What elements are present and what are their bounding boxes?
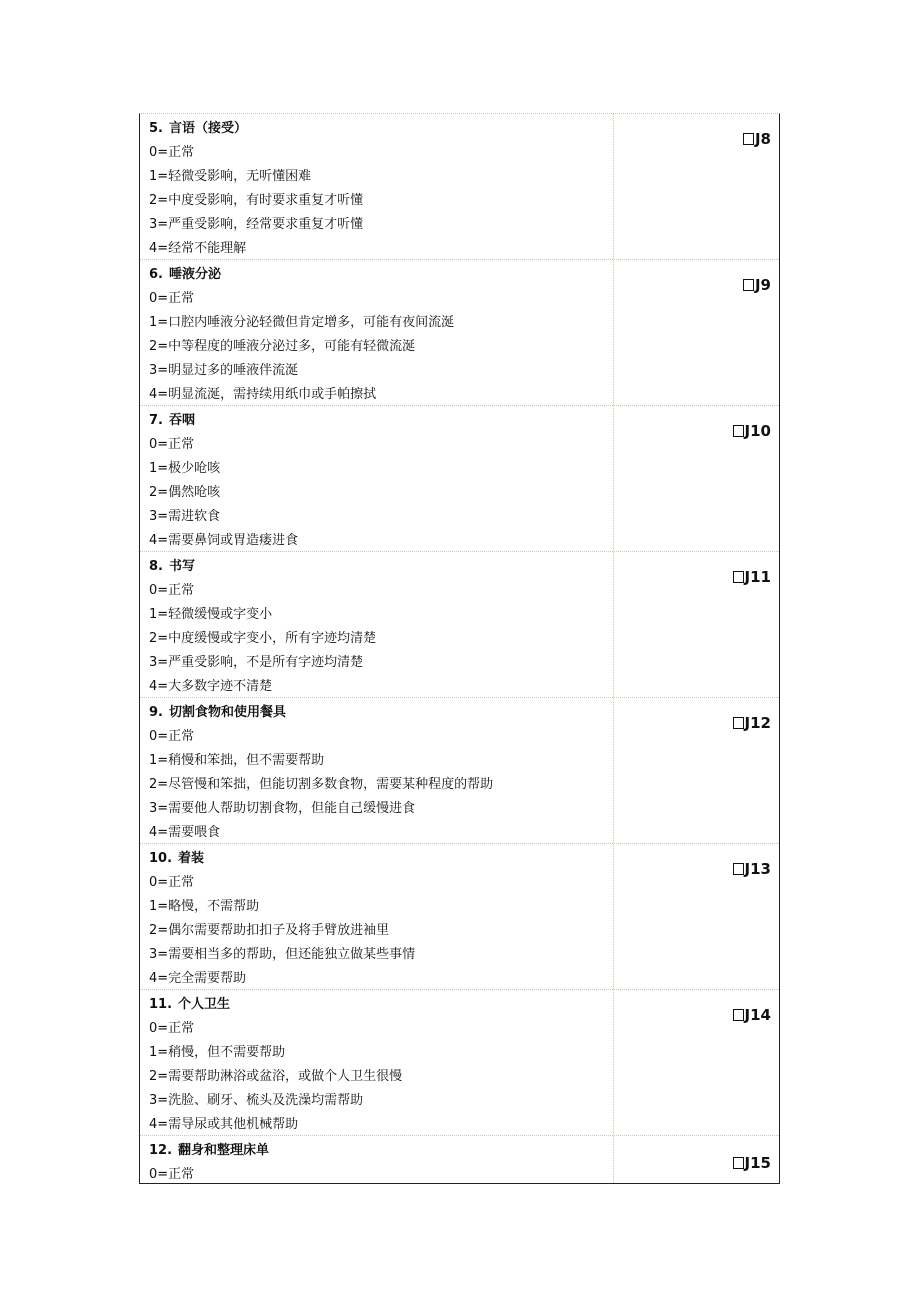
option-1: 1=稍慢和笨拙，但不需要帮助	[149, 753, 325, 768]
score-cell	[614, 114, 779, 259]
checkbox-icon[interactable]	[733, 717, 744, 729]
option-3: 3=明显过多的唾液伴流涎	[149, 363, 299, 378]
option-4: 4=大多数字迹不清楚	[149, 679, 273, 694]
option-0: 0=正常	[149, 729, 195, 744]
field-code: J9	[754, 276, 771, 294]
option-2: 2=偶然呛咳	[149, 485, 221, 500]
item-title	[149, 1139, 613, 1163]
option-4: 4=完全需要帮助	[149, 971, 247, 986]
option-0: 0=正常	[149, 1167, 195, 1182]
option-0: 0=正常	[149, 583, 195, 598]
option-4: 4=明显流涎，需持续用纸巾或手帕擦拭	[149, 387, 377, 402]
option-1: 1=极少呛咳	[149, 461, 221, 476]
item-title-text: 翻身和整理床单	[178, 1143, 270, 1158]
field-code: J12	[744, 714, 771, 732]
form-row-6	[140, 260, 779, 406]
item-title-text: 个人卫生	[178, 997, 231, 1012]
item-title-text: 吞咽	[168, 413, 195, 428]
form-row-12	[140, 1136, 779, 1184]
option-4: 4=需要喂食	[149, 825, 221, 840]
score-cell	[614, 698, 779, 843]
field-code: J8	[754, 130, 771, 148]
option-2: 2=偶尔需要帮助扣扣子及将手臂放进袖里	[149, 923, 390, 938]
score-field	[743, 276, 771, 294]
item-number: 9.	[149, 705, 163, 720]
item-title	[149, 409, 613, 433]
score-field	[733, 1006, 771, 1024]
option-4: 4=需导尿或其他机械帮助	[149, 1117, 299, 1132]
item-title	[149, 117, 613, 141]
option-2: 2=中等程度的唾液分泌过多，可能有轻微流涎	[149, 339, 416, 354]
option-1: 1=轻微缓慢或字变小	[149, 607, 273, 622]
option-1: 1=口腔内唾液分泌轻微但肯定增多，可能有夜间流涎	[149, 315, 455, 330]
form-row-5	[140, 114, 779, 260]
option-2: 2=中度缓慢或字变小，所有字迹均清楚	[149, 631, 377, 646]
item-number: 6.	[149, 267, 163, 282]
score-field	[743, 130, 771, 148]
option-1: 1=稍慢，但不需要帮助	[149, 1045, 286, 1060]
field-code: J13	[744, 860, 771, 878]
item-cell	[140, 1136, 614, 1183]
score-field	[733, 422, 771, 440]
item-cell	[140, 260, 614, 405]
item-cell	[140, 990, 614, 1135]
checkbox-icon[interactable]	[733, 571, 744, 583]
option-1: 1=略慢，不需帮助	[149, 899, 260, 914]
item-number: 7.	[149, 413, 163, 428]
form-row-9	[140, 698, 779, 844]
item-title	[149, 263, 613, 287]
item-title-text: 着装	[178, 851, 205, 866]
option-0: 0=正常	[149, 437, 195, 452]
item-cell	[140, 698, 614, 843]
score-field	[733, 860, 771, 878]
form-row-10	[140, 844, 779, 990]
item-title	[149, 847, 613, 871]
item-number: 8.	[149, 559, 163, 574]
score-cell	[614, 1136, 779, 1183]
option-0: 0=正常	[149, 291, 195, 306]
item-number: 12.	[149, 1143, 173, 1158]
item-number: 5.	[149, 121, 163, 136]
option-0: 0=正常	[149, 145, 195, 160]
option-4: 4=经常不能理解	[149, 241, 247, 256]
item-title	[149, 993, 613, 1017]
option-0: 0=正常	[149, 1021, 195, 1036]
option-1: 1=轻微受影响，无听懂困难	[149, 169, 312, 184]
checkbox-icon[interactable]	[733, 1009, 744, 1021]
option-3: 3=严重受影响，不是所有字迹均清楚	[149, 655, 364, 670]
option-2: 2=尽管慢和笨拙，但能切割多数食物，需要某种程度的帮助	[149, 777, 494, 792]
field-code: J10	[744, 422, 771, 440]
checkbox-icon[interactable]	[733, 425, 744, 437]
option-4: 4=需要鼻饲或胃造瘘进食	[149, 533, 299, 548]
score-field	[733, 714, 771, 732]
item-title	[149, 701, 613, 725]
checkbox-icon[interactable]	[743, 133, 754, 145]
option-3: 3=需要相当多的帮助，但还能独立做某些事情	[149, 947, 416, 962]
option-0: 0=正常	[149, 875, 195, 890]
score-cell	[614, 844, 779, 989]
item-cell	[140, 844, 614, 989]
item-number: 11.	[149, 997, 173, 1012]
item-title-text: 唾液分泌	[168, 267, 221, 282]
option-3: 3=洗脸、刷牙、梳头及洗澡均需帮助	[149, 1093, 364, 1108]
option-2: 2=需要帮助淋浴或盆浴，或做个人卫生很慢	[149, 1069, 403, 1084]
option-3: 3=需进软食	[149, 509, 221, 524]
checkbox-icon[interactable]	[733, 1157, 744, 1169]
option-3: 3=需要他人帮助切割食物，但能自己缓慢进食	[149, 801, 416, 816]
score-cell	[614, 406, 779, 551]
item-title	[149, 555, 613, 579]
option-2: 2=中度受影响，有时要求重复才听懂	[149, 193, 364, 208]
checkbox-icon[interactable]	[733, 863, 744, 875]
checkbox-icon[interactable]	[743, 279, 754, 291]
score-cell	[614, 260, 779, 405]
option-3: 3=严重受影响，经常要求重复才听懂	[149, 217, 364, 232]
item-cell	[140, 406, 614, 551]
item-cell	[140, 114, 614, 259]
field-code: J11	[744, 568, 771, 586]
item-title-text: 言语（接受）	[168, 121, 247, 136]
form-table	[139, 113, 780, 1184]
item-number: 10.	[149, 851, 173, 866]
item-cell	[140, 552, 614, 697]
form-row-8	[140, 552, 779, 698]
score-cell	[614, 552, 779, 697]
field-code: J14	[744, 1006, 771, 1024]
score-field	[733, 1154, 771, 1172]
form-row-11	[140, 990, 779, 1136]
score-field	[733, 568, 771, 586]
item-title-text: 书写	[168, 559, 195, 574]
score-cell	[614, 990, 779, 1135]
field-code: J15	[744, 1154, 771, 1172]
item-title-text: 切割食物和使用餐具	[168, 705, 286, 720]
form-row-7	[140, 406, 779, 552]
